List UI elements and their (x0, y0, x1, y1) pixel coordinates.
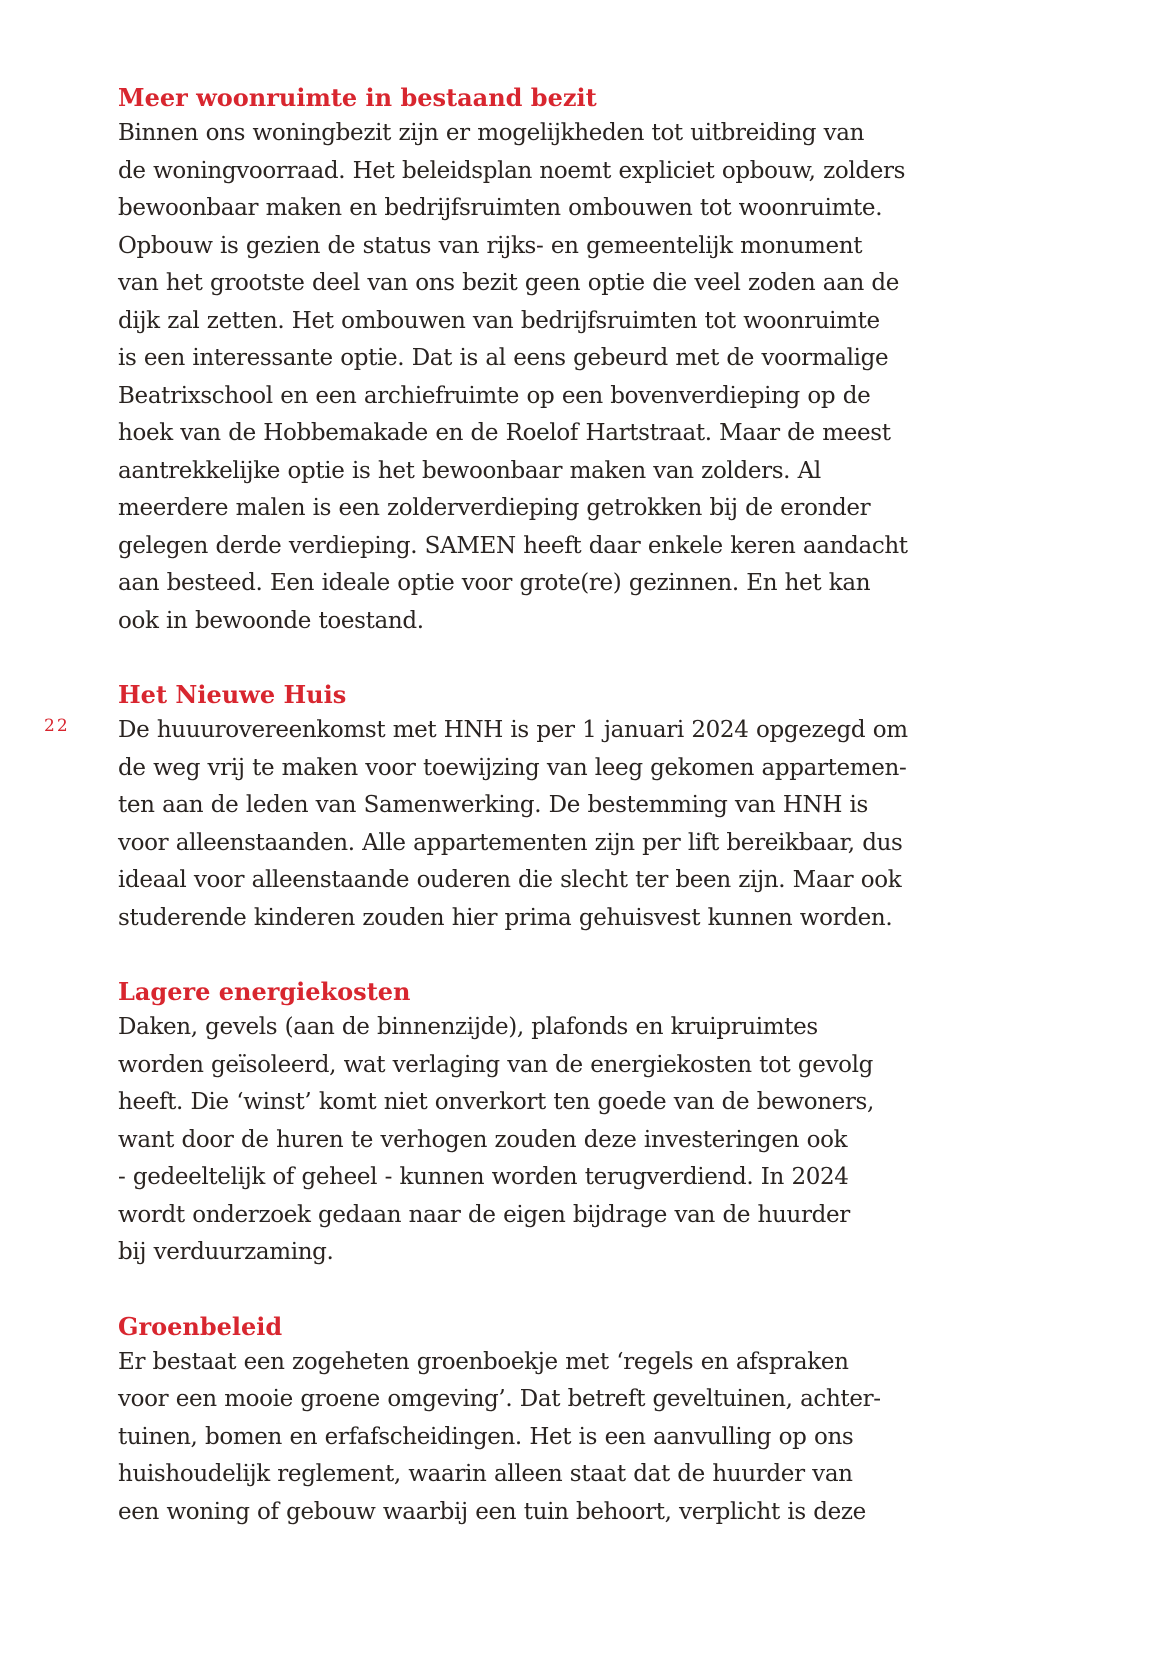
paragraph-line: Daken, gevels (aan de binnenzijde), plafonds en kruipruimtes (118, 1014, 818, 1040)
page-number: 22 (44, 716, 70, 736)
paragraph-line: studerende kinderen zouden hier prima gehuisvest kunnen worden. (118, 904, 893, 931)
section-heading: Het Nieuwe Huis (118, 680, 347, 709)
section-paragraph (118, 1009, 998, 1272)
paragraph-line: dijk zal zetten. Het ombouwen van bedrijfsruimten tot woonruimte (118, 307, 880, 334)
paragraph-line: voor alleenstaanden. Alle appartementen zijn per lift bereikbaar, dus (118, 829, 903, 856)
paragraph-line: huishoudelijk reglement, waarin alleen staat dat de huurder van (118, 1461, 853, 1487)
section-heading: Groenbeleid (118, 1311, 283, 1341)
paragraph-line: bij verduurzaming. (118, 1239, 334, 1265)
paragraph-line: wordt onderzoek gedaan naar de eigen bijdrage van de huurder (118, 1201, 850, 1228)
section-paragraph (118, 1344, 998, 1532)
paragraph-line: gelegen derde verdieping. SAMEN heeft daar enkele keren aandacht (118, 532, 908, 559)
paragraph-line: een woning of gebouw waarbij een tuin behoort, verplicht is deze (118, 1498, 866, 1525)
section-paragraph (118, 115, 998, 640)
paragraph-line: ook in bewoonde toestand. (118, 607, 424, 634)
section-paragraph (118, 712, 998, 937)
paragraph-line: is een interessante optie. Dat is al eens gebeurd met de voormalige (118, 345, 889, 371)
paragraph-line: - gedeeltelijk of geheel - kunnen worden terugverdiend. In 2024 (118, 1164, 849, 1190)
paragraph-line: ideaal voor alleenstaande ouderen die slecht ter been zijn. Maar ook (118, 867, 902, 893)
section-meer-woonruimte (118, 80, 998, 640)
paragraph-line: de weg vrij te maken voor toewijzing van leeg gekomen appartemen- (118, 754, 907, 781)
paragraph-line: van het grootste deel van ons bezit geen optie die veel zoden aan de (118, 270, 900, 296)
section-groenbeleid (118, 1309, 998, 1532)
paragraph-line: heeft. Die ‘winst’ komt niet onverkort ten goede van de bewoners, (118, 1089, 874, 1115)
section-heading: Lagere energiekosten (118, 977, 411, 1006)
paragraph-line: worden geïsoleerd, wat verlaging van de energiekosten tot gevolg (118, 1051, 874, 1078)
paragraph-line: bewoonbaar maken en bedrijfsruimten ombouwen tot woonruimte. (118, 195, 883, 221)
section-het-nieuwe-huis (118, 677, 998, 937)
paragraph-line: tuinen, bomen en erfafscheidingen. Het is een aanvulling op ons (118, 1423, 854, 1450)
paragraph-line: aan besteed. Een ideale optie voor grote(re) gezinnen. En het kan (118, 570, 871, 596)
section-lagere-energiekosten (118, 974, 998, 1272)
paragraph-line: aantrekkelijke optie is het bewoonbaar maken van zolders. Al (118, 457, 821, 484)
section-heading: Meer woonruimte in bestaand bezit (118, 83, 597, 112)
paragraph-line: Opbouw is gezien de status van rijks- en gemeentelijk monument (118, 232, 863, 259)
paragraph-line: want door de huren te verhogen zouden deze investeringen ook (118, 1126, 848, 1153)
paragraph-line: Beatrixschool en een archiefruimte op een bovenverdieping op de (118, 382, 871, 409)
paragraph-line: De huuurovereenkomst met HNH is per 1 januari 2024 opgezegd om (118, 717, 908, 743)
paragraph-line: meerdere malen is een zolderverdieping getrokken bij de eronder (118, 495, 871, 521)
paragraph-line: voor een mooie groene omgeving’. Dat betreft geveltuinen, achter- (118, 1386, 881, 1412)
document-body (118, 80, 998, 1568)
paragraph-line: Er bestaat een zogeheten groenboekje met ‘regels en afspraken (118, 1348, 849, 1375)
paragraph-line: Binnen ons woningbezit zijn er mogelijkheden tot uitbreiding van (118, 120, 865, 146)
paragraph-line: ten aan de leden van Samenwerking. De bestemming van HNH is (118, 792, 868, 818)
paragraph-line: hoek van de Hobbemakade en de Roelof Hartstraat. Maar de meest (118, 420, 891, 446)
paragraph-line: de woningvoorraad. Het beleidsplan noemt expliciet opbouw, zolders (118, 157, 906, 184)
